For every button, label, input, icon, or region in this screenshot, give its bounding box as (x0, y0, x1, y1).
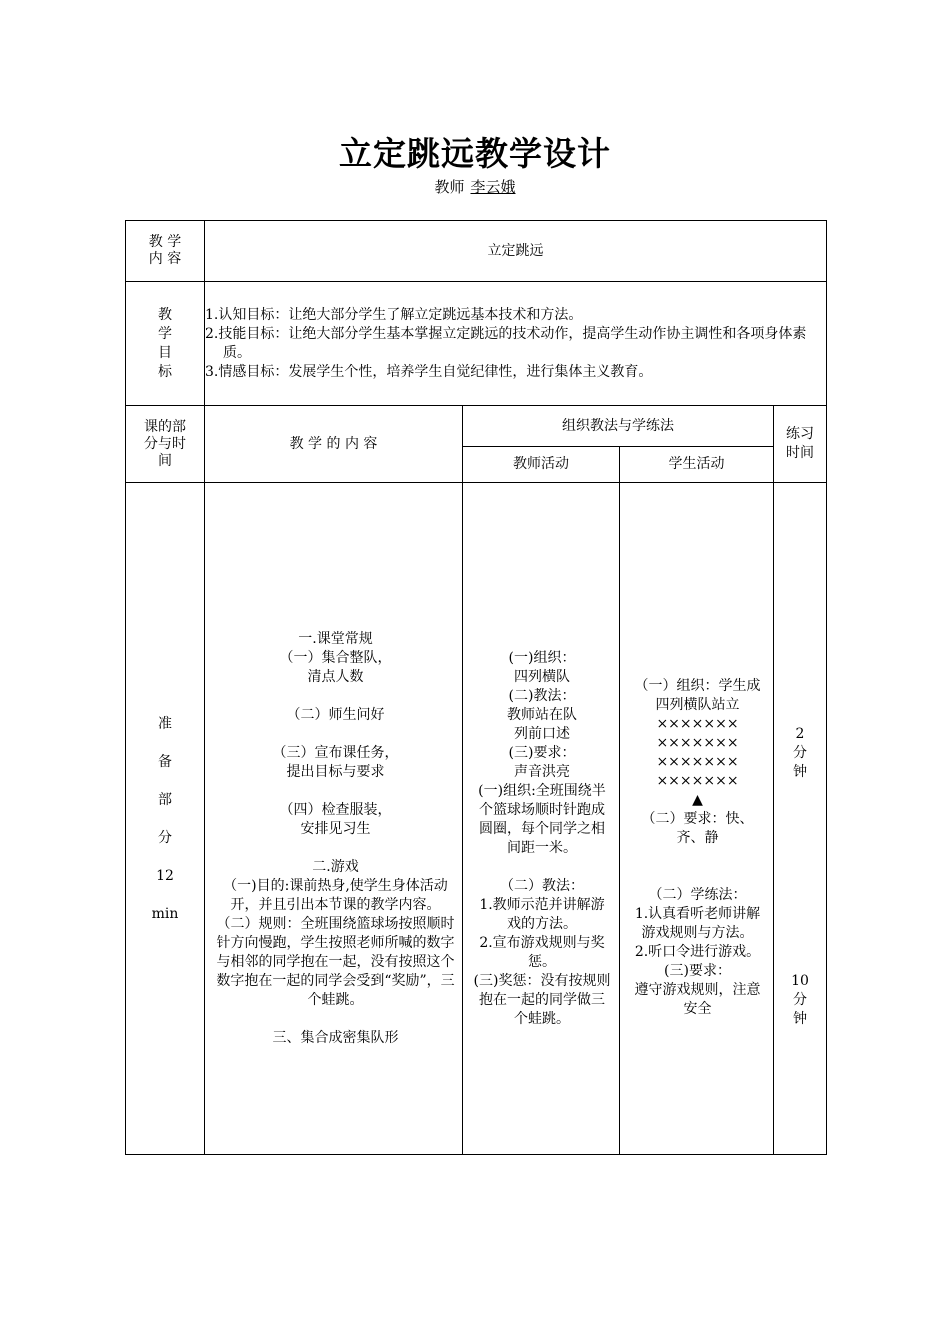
time-game: 10 分 钟 (791, 972, 809, 1027)
objectives-list (205, 282, 827, 406)
col-part-time: 课的部 分与时 间 (126, 406, 205, 483)
content-formation: 三、集合成密集队形 (272, 1029, 399, 1046)
time-routine: 2 分 钟 (793, 725, 807, 780)
objectives-label: 教 学 目 标 (126, 282, 205, 406)
col-practice-time: 练习 时间 (774, 406, 827, 483)
prep-row (126, 483, 827, 1155)
student-activity-cell (620, 483, 774, 1155)
content-cell (205, 483, 463, 1155)
teacher-activity: (一)组织： 四列横队 (二)教法： 教师站在队 列前口述 (三)要求： 声音洪亮 (一)组织:全班围绕半个篮球场顺时针跑成圆圈，每个同学之相间距一米。 （二）教法： 1.教师示范并讲解游戏的方法。 2.宣布游戏规则与奖惩。 (三)奖惩：没有按规则抱在一起的同学做三个蛙跳。 (473, 649, 611, 1027)
col-org: 组织教法与学练法 (463, 406, 774, 447)
lesson-plan-table (125, 220, 827, 1155)
teacher-line (0, 176, 950, 197)
content-row (126, 221, 827, 282)
content-label: 教 学 内 容 (126, 221, 205, 282)
teacher-activity-cell (463, 483, 620, 1155)
student-activity: （一）组织：学生成四列横队站立 ××××××× ××××××× ××××××× ××××××× ▲ （二）要求：快、齐、静 （二）学练法： 1.认真看听老师讲解游戏规则与方法。 2.听口令进行游戏。 (三)要求： 遵守游戏规则，注意安全 (634, 677, 761, 1017)
objective-1: 1.认知目标：让绝大部分学生了解立定跳远基本技术和方法。 (205, 306, 583, 323)
objectives-row (126, 282, 827, 406)
header-row-1 (126, 406, 827, 447)
practice-time-cell (774, 483, 827, 1155)
teacher-name: 李云娥 (470, 178, 516, 196)
content-value: 立定跳远 (205, 221, 827, 282)
teacher-label: 教师 (434, 178, 465, 196)
col-teacher-activity: 教师活动 (463, 447, 620, 483)
col-student-activity: 学生活动 (620, 447, 774, 483)
objective-3: 3.情感目标：发展学生个性，培养学生自觉纪律性，进行集体主义教育。 (205, 363, 653, 380)
page-title: 立定跳远教学设计 (339, 134, 611, 173)
content-game: （一)目的:课前热身,使学生身体活动开，并且引出本节课的教学内容。 （二）规则：全班围绕篮球场按照顺时针方向慢跑，学生按照老师所喊的数字与相邻的同学抱在一起，没有按照这个数字抱在一起的同学会受到“奖励”，三个蛙跳。 (216, 877, 455, 1008)
objective-2: 2.技能目标：让绝大部分学生基本掌握立定跳远的技术动作，提高学生动作协主调性和各项身体素质。 (205, 325, 807, 361)
part-label: 准 备 部 分 12 min (126, 483, 205, 1155)
content-routine: 一.课堂常规 （一）集合整队， 清点人数 （二）师生问好 （三）宣布课任务， 提出目标与要求 （四）检查服装， 安排见习生 二.游戏 (272, 630, 399, 875)
col-content: 教 学 的 内 容 (205, 406, 463, 483)
